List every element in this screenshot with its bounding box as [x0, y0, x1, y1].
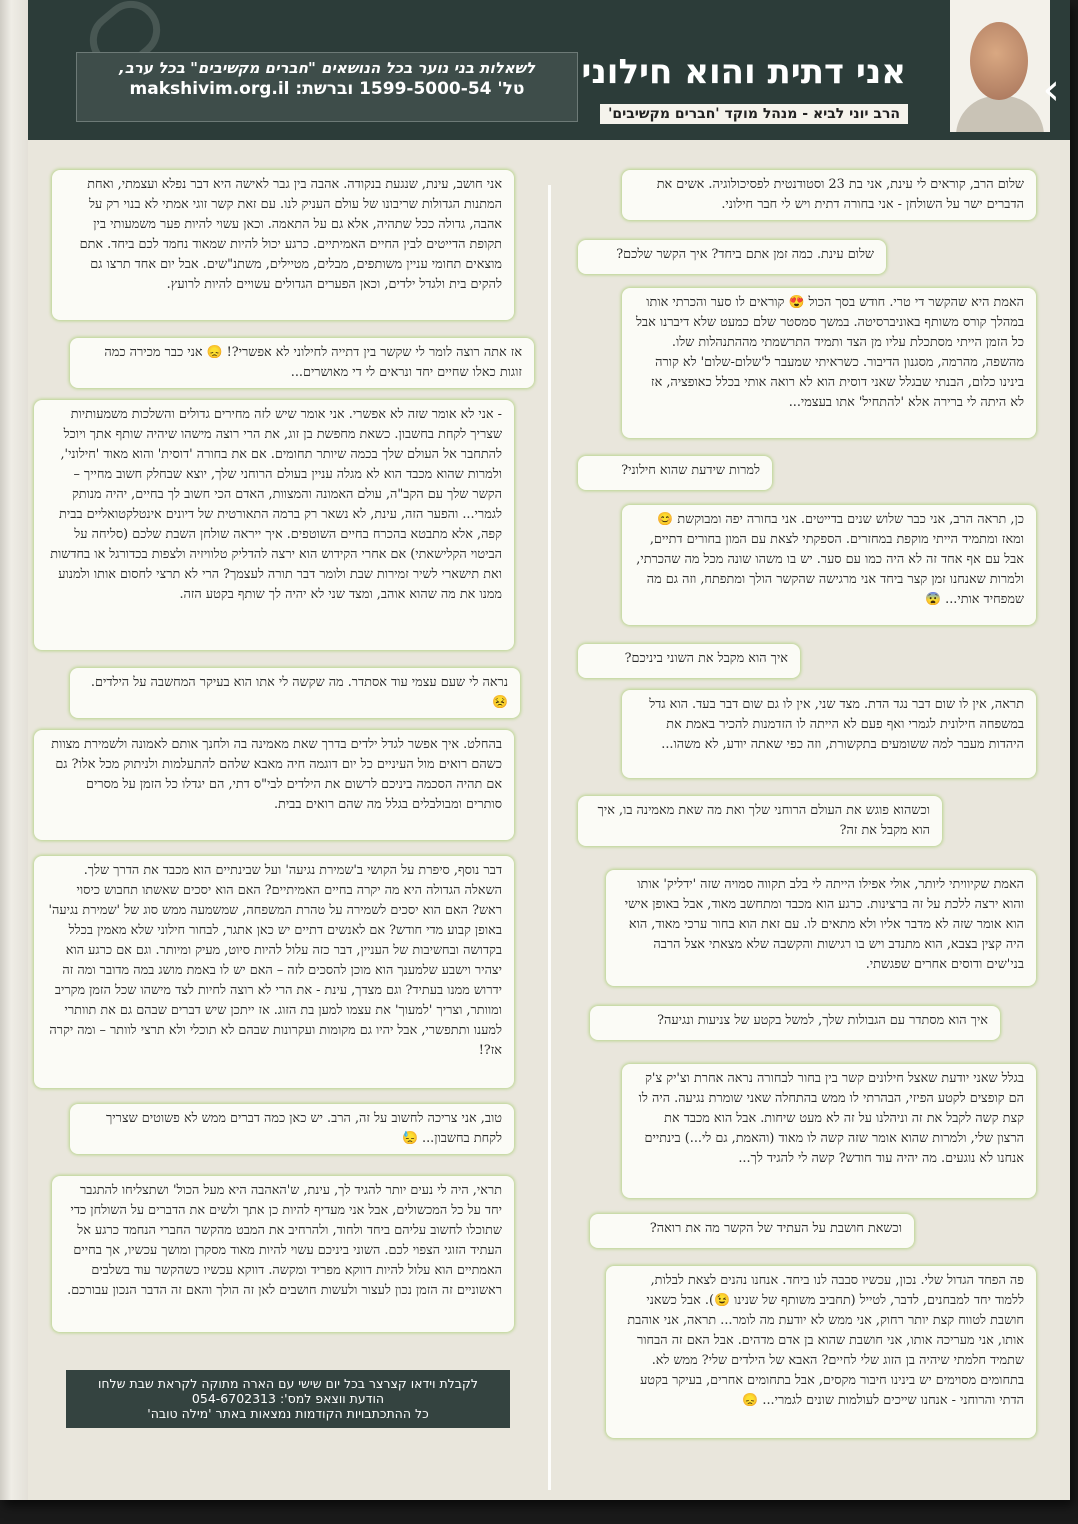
- bubble-text: אני חושב, עינת, שנגעת בנקודה. אהבה בין גבר לאישה היא דבר נפלא ועצמתי, ואחת המתנות הגדולות שריבונו של עולם העניק לנו. עם זאת קשר זוגי אמתי לא בנוי רק על אהבה, גדולה ככל שתהיה, אלא גם על התאמה. וכאן עשוי להיות פער משמעותי בין תקופת הדייטים לבין החיים האמיתיים. כרגע יכול להיות שמאוד נחמד לכם ביחד. אתם מוצאים תחומי עניין משותפים, מבלים, מטיילים, משתנ"שים. אבל יום אחד תרצו גם להקים בית ולגדל ילדים, וכאן הפערים הגדולים עשויים להיות לרועץ.: [79, 177, 502, 292]
- chat-bubble-rabbi: [590, 1006, 1000, 1040]
- author-shirt: [956, 96, 1044, 132]
- chat-bubble-rabbi: [34, 730, 514, 840]
- bubble-text: האמת שקיוויתי ליותר, אולי אפילו הייתה לי בלב תקווה סמויה שזה 'ידליק' אותו והוא ירצה ללכת על זה ברצינות. כרגע הוא מכבד ומתחשב מאוד, אבל באופן אישי הוא אומר שזה לא מדבר אליו ולא מתאים לו. עם זאת הוא בחור ערכי מאוד, הוא היה קצין בצבא, הוא מתנדב ויש בו רגישות והקשבה שלא מצאתי אצל הרבה בני'שים ודוסים אחרים שפגשתי.: [624, 877, 1024, 972]
- contact-box: [76, 52, 578, 122]
- bubble-text: שלום הרב, קוראים לי עינת, אני בת 23 וסטודנטית לפסיכולוגיה. אשים את הדברים ישר על השולחן - אני בחורה דתית ויש לי חבר חילוני.: [656, 177, 1024, 212]
- author-subtitle: הרב יוני לביא - מנהל מוקד 'חברים מקשיבים': [600, 104, 908, 124]
- chat-bubble-rabbi: [34, 400, 514, 650]
- footer-line-1: לקבלת וידאו קצרצר בכל יום שישי עם הארה מתוקה לקראת שבת שלחו: [97, 1376, 478, 1391]
- chat-bubble-question: [622, 1064, 1036, 1198]
- bubble-text: האמת היא שהקשר די טרי. חודש בסך הכול 😍 קוראים לו סער והכרתי אותו במהלך קורס משותף באוניברסיטה. במשך סמסטר שלם כמעט שלא דיברנו אבל כל הזמן הייתי מסתכלת עליו מן הצד ותמיד התרשמתי מההתנהלות שלו. מהשפה, מהרמה, מסגנון הדיבור. כשראיתי שמעבר ל'שלום-שלום' לא קורה בינינו כלום, הבנתי שבגלל שאני דוסית הוא לא רואה אותי בכלל כאופציה, אז לא היתה לי ברירה אלא 'להתחיל' אתו בעצמי...: [635, 295, 1024, 410]
- chat-bubble-rabbi: [578, 456, 772, 490]
- author-face: [970, 22, 1028, 100]
- bubble-text: למרות שידעת שהוא חילוני?: [621, 463, 760, 478]
- page-title: אני דתית והוא חילוני: [581, 52, 906, 92]
- chat-bubble-rabbi: [52, 170, 514, 320]
- chat-bubble-question: [622, 505, 1036, 625]
- header-bar: [28, 0, 1070, 140]
- chat-bubble-rabbi: [578, 644, 800, 678]
- chat-bubble-question: [622, 288, 1036, 438]
- chat-bubble-rabbi: [34, 856, 514, 1088]
- bubble-text: וכשהוא פוגש את העולם הרוחני שלך ואת מה שאת מאמינה בו, איך הוא מקבל את זה?: [597, 803, 930, 838]
- bubble-text: כן, תראה הרב, אני כבר שלוש שנים בדייטים. אני בחורה יפה ומבוקשת 😊 ומאז ומתמיד הייתי מוקפת במחזרים. הספקתי לצאת עם המון בחורים דתיים, אבל עם אף אחד זה לא היה כמו עם סער. יש בו משהו שונה מכל מה שהכרתי, ולמרות שאנחנו זמן קצר ביחד אני מרגישה שהקשר הולך ומתפתח, וזה גם מה שמפחיד אותי... 😨: [636, 512, 1024, 607]
- column-divider: [548, 185, 551, 1490]
- chevron-left-icon[interactable]: ‹: [1042, 64, 1060, 115]
- bubble-text: בגלל שאני יודעת שאצל חילונים קשר בין בחור לבחורה נראה אחרת וצ'יק צ'ק הם קופצים לקטע הפיזי, הבהרתי לו ממש בהתחלה שאני שומרת נגיעה. היה לו קצת קשה לקבל את זה וניהלנו על זה לא מעט שיחות. אבל הוא מכבד את הרצון שלי, ולמרות שהוא אומר שזה קשה לו מאוד (והאמת, גם לי...) בינתיים אנחנו לא נוגעים. מה יהיה עוד חודש? קשה לי להגיד לך...: [638, 1071, 1024, 1166]
- bubble-text: דבר נוסף, סיפרת על הקושי ב'שמירת נגיעה' ועל שבינתיים הוא מכבד את הדרך שלך. השאלה הגדולה היא מה יקרה בחיים האמיתיים? האם הוא יסכים שאשתו תחבוש כיסוי ראש? האם הוא יסכים לשמירה על טהרת המשפחה, שמשמעה ממש סוג של 'שמירת נגיעה' באופן קבוע מדי חודש? אם לאנשים דתיים יש כאן אתגר, לבחור חילוני שלא מאמין בכלל בקדושה ובחשיבות של העניין, דבר כזה עלול להיות סיוט, מעיק ומיותר. וגם אם כרגע הוא יצהיר וישבע שלמענך הוא מוכן להסכים לזה – האם יש לו באמת מושג במה מדובר ומה זה ידרוש ממנו בעתיד? וגם מצדך, עינת - את הרי לא רוצה לחיות לצד מישהו שכל הזמן מקריב ומוותר, וצריך 'למעוך' את עצמו למען בת הזוג. אז ייתכן שיש דברים שבהם גם את תוותרי למענו ותתפשרי, אבל יהיו גם מקומות ועקרונות שבהם לא תוכלי ולא תרצי לוותר – ומה יקרה אז?!: [48, 863, 502, 1058]
- chat-bubble-question: [70, 1104, 514, 1154]
- bubble-text: תראה, אין לו שום דבר נגד הדת. מצד שני, אין לו גם שום דבר בעד. הוא גדל במשפחה חילונית לגמרי ואף פעם לא הייתה לו הזדמנות להכיר באמת את היהדות מעבר למה ששומעים בתקשורת, וזה כפי שאתה יודע, לא משהו...: [649, 697, 1024, 752]
- contact-line-1: לשאלות בני נוער בכל הנושאים "חברים מקשיבים" בכל ערב,: [119, 59, 535, 77]
- chat-bubble-rabbi: [52, 1176, 514, 1332]
- bubble-text: נראה לי שעם עצמי עוד אסתדר. מה שקשה לי אתו הוא בעיקר המחשבה על הילדים. 😣: [90, 675, 508, 710]
- bubble-text: טוב, אני צריכה לחשוב על זה, הרב. יש כאן כמה דברים ממש לא פשוטים שצריך לקחת בחשבון... 😓: [106, 1111, 502, 1146]
- bubble-text: בהחלט. איך אפשר לגדל ילדים בדרך שאת מאמינה בה ולחנך אותם לאמונה ולשמירת מצוות כשהם רואים מול העיניים כל יום דוגמה חיה מאבא שלהם להתעלמות ולניתוק מכל אלו? גם אם תהיה הסכמה ביניכם לרשום את הילדים לבי"ס דתי, הם יגדלו כל הזמן על מסרים סותרים ומבולבלים בגלל מה שהם רואים בבית.: [51, 737, 502, 812]
- bubble-text: וכשאת חושבת על העתיד של הקשר מה את רואה?: [649, 1221, 902, 1236]
- chat-bubble-question: [70, 668, 520, 718]
- chat-bubble-question: [622, 690, 1036, 778]
- chat-bubble-rabbi: [578, 240, 886, 274]
- bubble-text: פה הפחד הגדול שלי. נכון, עכשיו סבבה לנו ביחד. אנחנו נהנים לצאת לבלות, ללמוד יחד למבחנים, לדבר, לטייל (תחביב משותף של שנינו 😉). אבל כשאני חושבת לטווח קצת יותר רחוק, אני ממש לא יודעת מה לומר... תראה, אני אוהבת אותו, אני מעריכה אותו, אני חושבת שהוא בן אדם מדהים. אבל האם זה הבחור שתמיד חלמתי שיהיה בן הזוג שלי לחיים? האבא של הילדים שלי? ממש לא. בתחומים מסוימים יש בינינו חיבור מקסים, אבל בתחומים אחרים, בעיקר בקטע הדתי והרוחני - אנחנו שייכים לעולמות שונים לגמרי... 😞: [627, 1273, 1024, 1408]
- author-photo: [950, 0, 1050, 132]
- chat-bubble-question: [622, 170, 1036, 220]
- chat-bubble-question: [70, 338, 534, 388]
- footer-line-2: הודעת ווצאפ למס': 054-6702313: [191, 1391, 385, 1406]
- bubble-text: תראי, היה לי נעים יותר להגיד לך, עינת, ש'האהבה היא מעל הכול' ושתצליחו להתגבר יחד על כל המכשולים, אבל אני מעדיף להיות כן אתך ולשים את הדברים על השולחן כדי שתוכלו לחשוב עליהם ביחד ולחוד, ולהרחיב את המבט מהקשר החברי הנחמד כרגע אל העתיד הזוגי הצפוי לכם. השוני ביניכם עשוי להיות מאוד מסקרן ומושך עכשיו, אך בחיים האמתיים הוא עלול להיות דווקא מפריד ומקשה. דווקא עכשיו כשהקשר עוד בשלבים ראשוניים זה הזמן נכון לעצור ולעשות חושבים לאן זה הולך והאם זה הדבר הנכון עבורכם.: [67, 1183, 502, 1298]
- chat-bubble-rabbi: [590, 1214, 914, 1248]
- footer-box: [66, 1370, 510, 1428]
- bubble-text: אז אתה רוצה לומר לי שקשר בין דתייה לחילוני לא אפשרי?! 😞 אני כבר מכירה כמה זוגות כאלו שחיים יחד ונראים לי די מאושרים...: [104, 345, 522, 380]
- bubble-text: - אני לא אומר שזה לא אפשרי. אני אומר שיש לזה מחירים גדולים והשלכות משמעותיות שצריך לקחת בחשבון. כשאת מחפשת בן זוג, את הרי רוצה מישהו שיהיה שותף אתך ויוכל להתחבר אל העולם שלך בכמה שיותר תחומים. אם את בחורה 'דוסית' והוא מאוד 'חילוני', ולמרות שהוא מכבד הוא לא מגלה עניין בעולם הרוחני שלך, יוצא שבחלק חשוב מחייך – הקשר שלך עם הקב"ה, עולם האמונה והמצוות, האדם הכי חשוב לך בחיים, יהיה מנותק לגמרי... והפער הזה, עינת, לא נשאר רק ברמה התאורטית של דיונים אינטלקטואליים בבית קפה, אלא מתבטא בהכרח בחיים השוטפים. איך ייראה שולחן השבת שלכם (סליחה על הביטוי הקלישאתי) אם אחרי הקידוש הוא ירצה להדליק טלוויזיה ולצפות בכדורגל או בחדשות ואת תישארי לשיר זמירות שבת ולומר דבר תורה לעצמך? הרי לא תרצי לחסום אותו ולמנוע ממנו את מה שהוא אוהב, ומצד שני לא יהיה לך שותף בקטע הזה.: [50, 407, 502, 602]
- bubble-text: איך הוא מסתדר עם הגבולות שלך, למשל בקטע של צניעות ונגיעה?: [657, 1013, 988, 1028]
- bubble-text: איך הוא מקבל את השוני ביניכם?: [624, 651, 788, 666]
- chat-bubble-question: [606, 870, 1036, 986]
- chat-bubble-rabbi: [578, 796, 942, 846]
- contact-line-2: טל' 1599-5000-54 וברשת: makshivim.org.il: [129, 79, 525, 99]
- bubble-text: שלום עינת. כמה זמן אתם ביחד? איך הקשר שלכם?: [616, 247, 874, 262]
- chat-bubble-question: [606, 1266, 1036, 1438]
- footer-line-3: כל ההתכתבויות הקודמות נמצאות באתר 'מילה טובה': [147, 1406, 429, 1421]
